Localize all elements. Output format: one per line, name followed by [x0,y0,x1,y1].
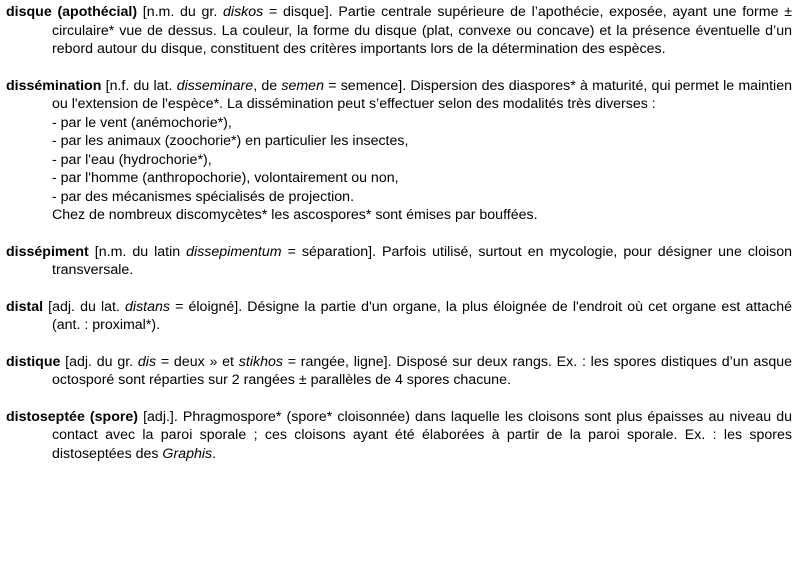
entry-dissemination [6,77,792,225]
list-item: - par l'eau (hydrochorie*), [52,151,212,168]
entry-text: [adj. du lat. [43,298,126,315]
list-item: - par les animaux (zoochorie*) en particulier les insectes, [52,133,409,149]
entry-etymon: distans [125,298,170,315]
entry-distal [6,298,792,335]
entry-term: disque (apothécial) [6,4,138,20]
entry-text: [n.m. du gr. [137,4,224,20]
entry-distique [6,353,792,390]
list-item: - par l'homme (anthropochorie), volontairement ou non, [52,170,399,186]
entry-genus-name: Graphis [162,445,213,462]
entry-text: . [212,445,217,462]
entry-distoseptee [6,408,792,464]
entry-text: = séparation]. Parfois utilisé, surtout en mycologie, pour désigner une cloison transversale. [52,243,793,278]
entry-text: = disque]. Partie centrale supérieure de l’apothécie, exposée, ayant une forme ± circulaire* vue de dessus. La couleur, la forme du disque (plat, convexe ou concave) et la présence éventuelle d’un rebord autour du disque, constituent des critères importants lors de la détermination des espèces. [52,4,792,57]
entry-text: [adj. du gr. [60,353,138,370]
entry-etymon: disseminare [176,77,254,94]
entry-text: [adj.]. Phragmospore* (spore* cloisonnée) dans laquelle les cloisons sont plus épaisses au niveau du contact avec la paroi sporale ; ces cloisons ayant été élaborées à partir de la paroi sporale. Ex. : les spores distoseptées des [52,408,792,462]
entry-text: = deux » et [156,353,239,370]
entry-etymon: stikhos [238,353,283,370]
entry-term: dissépiment [6,243,89,260]
entry-etymon: dissepimentum [186,243,282,260]
entry-text: , de [253,77,282,94]
entry-disque [6,3,792,59]
entry-text: = semence]. Dispersion des diaspores* à maturité, qui permet le maintien ou l'extension de l'espèce*. La dissémination peut s’effectuer selon des modalités très diverses : [52,77,792,112]
entry-closing-sentence: Chez de nombreux discomycètes* les ascospores* sont émises par bouffées. [52,207,538,223]
entry-text: = rangée, ligne]. Disposé sur deux rangs. Ex. : les spores distiques d’un asque octosporé sont réparties sur 2 rangées ± parallèles de 4 spores chacune. [52,353,793,388]
list-item: - par le vent (anémochorie*), [52,114,232,131]
entry-text: [n.f. du lat. [101,77,177,94]
entry-term: distoseptée (spore) [6,408,139,425]
entry-term: distal [6,298,44,315]
entry-text: [n.m. du latin [88,243,187,260]
entry-text: = éloigné]. Désigne la partie d'un organe, la plus éloignée de l'endroit où cet organe est attaché (ant. : proximal*). [52,298,792,333]
entry-term: dissémination [6,77,102,94]
entry-etymon: dis [137,353,157,370]
list-item: - par des mécanismes spécialisés de projection. [52,188,355,205]
entry-term: distique [6,353,61,370]
entry-etymon: semen [281,77,324,94]
entry-etymon: diskos [223,4,264,20]
entry-dissepiment [6,243,792,280]
